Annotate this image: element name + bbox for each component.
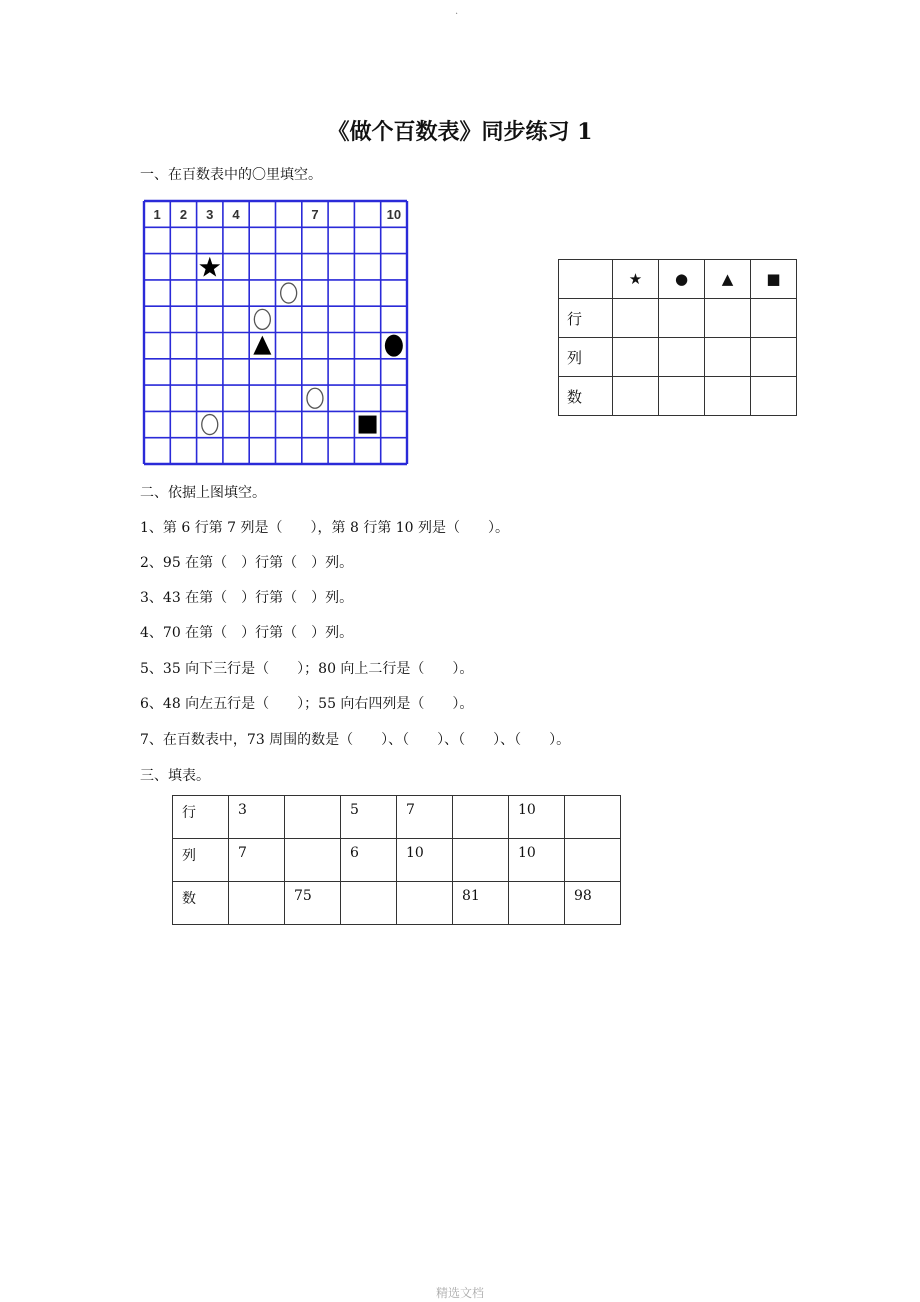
- legend-cell[interactable]: [705, 377, 751, 416]
- fill-cell[interactable]: [397, 882, 453, 925]
- legend-circle-icon: ●: [659, 260, 705, 299]
- question-4: 4、70 在第（ ）行第（ ）列。: [140, 625, 354, 641]
- star-icon: [199, 257, 220, 277]
- legend-cell[interactable]: [613, 377, 659, 416]
- grid-header-number: 4: [232, 207, 240, 223]
- triangle-icon: [253, 336, 271, 355]
- fill-cell[interactable]: 5: [341, 796, 397, 839]
- fill-cell[interactable]: 3: [229, 796, 285, 839]
- fill-cell[interactable]: 75: [285, 882, 341, 925]
- legend-cell[interactable]: [751, 338, 797, 377]
- fill-row-label: 列: [173, 839, 229, 882]
- legend-cell[interactable]: [613, 299, 659, 338]
- fill-cell[interactable]: [509, 882, 565, 925]
- blank-circle-icon: [254, 309, 270, 329]
- blank-circle-icon: [307, 388, 323, 408]
- legend-table: [558, 259, 797, 416]
- question-3: 3、43 在第（ ）行第（ ）列。: [140, 590, 354, 606]
- fill-cell[interactable]: [453, 796, 509, 839]
- section2-heading: 二、依据上图填空。: [140, 485, 266, 501]
- fill-cell[interactable]: [285, 839, 341, 882]
- legend-row-label: 行: [559, 299, 613, 338]
- question-7: 7、在百数表中，73 周围的数是（ ）、（ ）、（ ）、（ ）。: [140, 732, 571, 748]
- legend-cell[interactable]: [705, 338, 751, 377]
- grid-header-number: 1: [153, 207, 161, 223]
- fill-cell[interactable]: 6: [341, 839, 397, 882]
- section1-heading: 一、在百数表中的〇里填空。: [140, 167, 322, 183]
- legend-cell[interactable]: [659, 377, 705, 416]
- legend-cell[interactable]: [659, 338, 705, 377]
- fill-cell[interactable]: 7: [397, 796, 453, 839]
- fill-cell[interactable]: 7: [229, 839, 285, 882]
- fill-cell[interactable]: 98: [565, 882, 621, 925]
- fill-row-label: 行: [173, 796, 229, 839]
- grid-header-number: 2: [179, 207, 188, 223]
- fill-cell[interactable]: [229, 882, 285, 925]
- fill-cell[interactable]: [565, 839, 621, 882]
- fill-cell[interactable]: 81: [453, 882, 509, 925]
- question-6: 6、48 向左五行是（ ）；55 向右四列是（ ）。: [140, 696, 474, 712]
- question-2: 2、95 在第（ ）行第（ ）列。: [140, 555, 354, 571]
- fill-cell[interactable]: [565, 796, 621, 839]
- legend-corner-cell: [559, 260, 613, 299]
- fill-row-label: 数: [173, 882, 229, 925]
- blank-circle-icon: [202, 415, 218, 435]
- fill-cell[interactable]: 10: [509, 796, 565, 839]
- legend-cell[interactable]: [705, 299, 751, 338]
- grid-header-number: 3: [206, 207, 214, 223]
- legend-cell[interactable]: [751, 377, 797, 416]
- hundred-grid: [141, 199, 410, 467]
- question-5: 5、35 向下三行是（ ）；80 向上二行是（ ）。: [140, 661, 474, 677]
- top-mark: .: [455, 6, 459, 17]
- grid-header-number: 7: [311, 207, 319, 223]
- filled-circle-icon: [385, 335, 403, 357]
- legend-row-label: 列: [559, 338, 613, 377]
- page-title: 《做个百数表》同步练习 1: [327, 119, 593, 145]
- fill-table: [172, 795, 621, 925]
- legend-triangle-icon: ▲: [705, 260, 751, 299]
- legend-square-icon: ■: [751, 260, 797, 299]
- question-1: 1、第 6 行第 7 列是（ ），第 8 行第 10 列是（ ）。: [140, 520, 510, 536]
- legend-row-label: 数: [559, 377, 613, 416]
- fill-cell[interactable]: [341, 882, 397, 925]
- section3-heading: 三、填表。: [140, 768, 210, 784]
- legend-cell[interactable]: [659, 299, 705, 338]
- grid-header-number: 10: [386, 207, 402, 223]
- legend-star-icon: ★: [613, 260, 659, 299]
- fill-cell[interactable]: [453, 839, 509, 882]
- fill-cell[interactable]: 10: [509, 839, 565, 882]
- blank-circle-icon: [281, 283, 297, 303]
- fill-cell[interactable]: 10: [397, 839, 453, 882]
- footer-text: 精选文档: [435, 1286, 484, 1300]
- legend-cell[interactable]: [613, 338, 659, 377]
- square-icon: [359, 416, 377, 434]
- legend-cell[interactable]: [751, 299, 797, 338]
- fill-cell[interactable]: [285, 796, 341, 839]
